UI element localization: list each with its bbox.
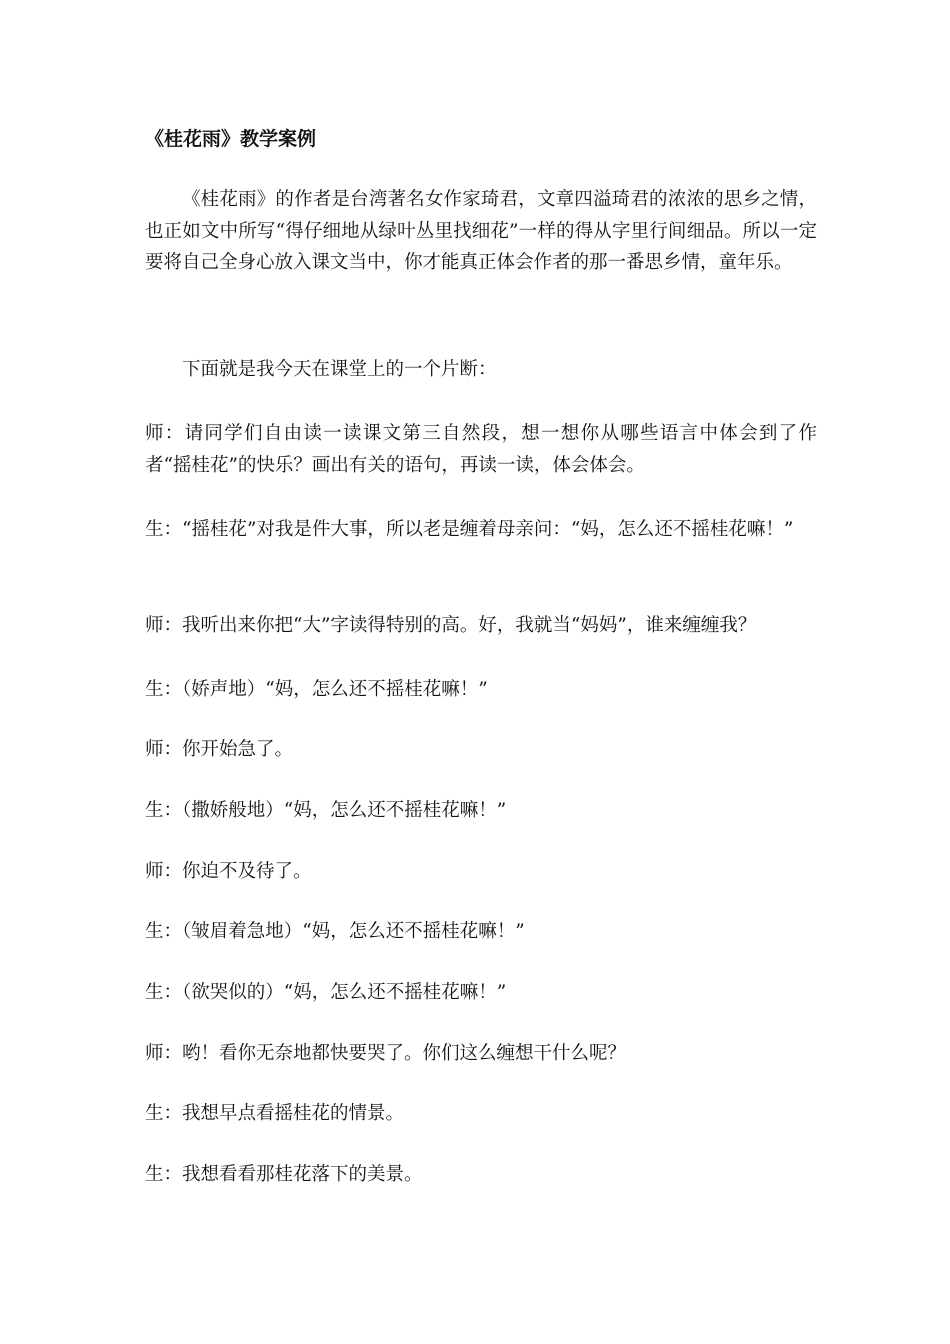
dialogue-line: 生：（撒娇般地）“妈，怎么还不摇桂花嘛！”: [145, 800, 507, 821]
dialogue-line: 师：你迫不及待了。: [145, 861, 312, 882]
dialogue-line: 生：（欲哭似的）“妈，怎么还不摇桂花嘛！”: [145, 982, 507, 1003]
dialogue-line: 生：我想早点看摇桂花的情景。: [145, 1103, 405, 1124]
dialogue-line: 师：你开始急了。: [145, 739, 294, 760]
lead-paragraph: 下面就是我今天在课堂上的一个片断：: [182, 359, 497, 380]
dialogue-line: 师：请同学们自由读一读课文第三自然段，想一想你从哪些语言中体会到了作者“摇桂花”的快乐？画出有关的语句，再读一读，体会体会。: [145, 423, 817, 476]
dialogue-line: 生：“摇桂花”对我是件大事，所以老是缠着母亲问：“妈，怎么还不摇桂花嘛！”: [145, 519, 794, 540]
dialogue-line: 生：（娇声地）“妈，怎么还不摇桂花嘛！”: [145, 679, 488, 700]
intro-paragraph: 《桂花雨》的作者是台湾著名女作家琦君，文章四溢琦君的浓浓的思乡之情，也正如文中所写“得仔细地从绿叶丛里找细花”一样的得从字里行间细品。所以一定要将自己全身心放入课文当中，你才能真正体会作者的那一番思乡情，童年乐。: [145, 189, 817, 273]
dialogue-line: 生：（皱眉着急地）“妈，怎么还不摇桂花嘛！”: [145, 921, 525, 942]
dialogue-line: 生：我想看看那桂花落下的美景。: [145, 1164, 423, 1185]
dialogue-line: 师：哟！看你无奈地都快要哭了。你们这么缠想干什么呢？: [145, 1043, 627, 1064]
document-title: 《桂花雨》教学案例: [145, 128, 317, 150]
dialogue-line: 师：我听出来你把“大”字读得特别的高。好，我就当“妈妈”，谁来缠缠我？: [145, 615, 757, 636]
